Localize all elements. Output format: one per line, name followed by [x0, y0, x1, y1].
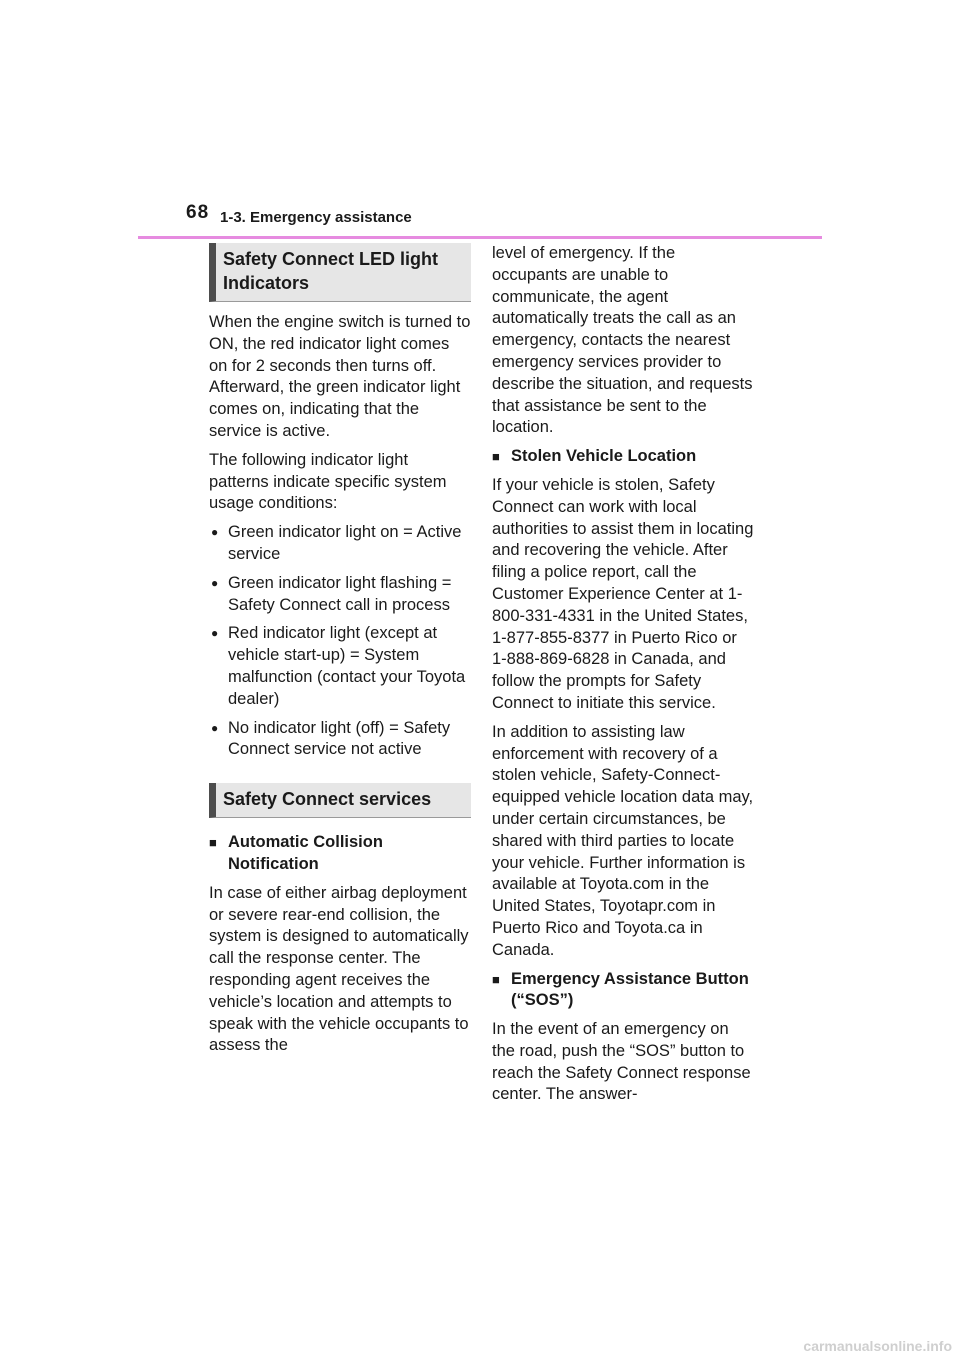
list-item: ● Green indicator light on = Active service: [209, 522, 471, 566]
right-column: [492, 243, 754, 1113]
paragraph: If your vehicle is stolen, Safety Connect can work with local authorities to assist them in locating and recovering the vehicle. After filing a police report, call the Customer Experience Center at 1-800-331-4331 in the United States, 1-877-855-8377 in Puerto Rico or 1-888-869-6828 in Canada, and follow the prompts for Safety Connect to initiate this service.: [492, 475, 754, 712]
paragraph: In case of either airbag deployment or severe rear-end collision, the system is designed to automatically call the response center. The responding agent receives the vehicle’s location and attempts to speak with the vehicle occupants to assess the: [209, 883, 469, 1055]
subheading-collision-notification: ■ Automatic Collision Notification: [209, 832, 471, 876]
page-header: [138, 198, 822, 239]
list-item: ● Green indicator light flashing = Safety Connect call in process: [209, 573, 471, 617]
list-item: ● No indicator light (off) = Safety Connect service not active: [209, 718, 471, 762]
paragraph: level of emergency. If the occupants are unable to communicate, the agent automatically treats the call as an emergency, contacts the nearest emergency services provider to describe the situation, and requests that assistance be sent to the location.: [492, 244, 753, 437]
heading-services: Safety Connect services: [209, 783, 471, 818]
paragraph: The following indicator light patterns indicate specific system usage conditions:: [209, 450, 447, 513]
subheading-stolen-vehicle: ■ Stolen Vehicle Location: [492, 446, 754, 468]
section-title: 1-3. Emergency assistance: [220, 209, 412, 226]
paragraph: In the event of an emergency on the road, push the “SOS” button to reach the Safety Connect response center. The answer-: [492, 1020, 751, 1104]
watermark: carmanualsonline.info: [803, 1338, 952, 1354]
list-item: ● Red indicator light (except at vehicle start-up) = System malfunction (contact your Toyota dealer): [209, 623, 471, 710]
page-number: 68: [186, 202, 210, 223]
paragraph: In addition to assisting law enforcement with recovery of a stolen vehicle, Safety-Connect-equipped vehicle location data may, under certain circumstances, be shared with third parties to locate your vehicle. Further information is available at Toyota.com in the United States, Toyotapr.com in Puerto Rico and Toyota.ca in Canada.: [492, 722, 754, 959]
heading-led-indicators: Safety Connect LED light Indicators: [209, 243, 471, 302]
left-column: [209, 243, 471, 1064]
paragraph: When the engine switch is turned to ON, the red indicator light comes on for 2 seconds then turns off. Afterward, the green indicator light comes on, indicating that the service is active.: [209, 313, 471, 440]
subheading-sos-button: ■ Emergency Assistance Button (“SOS”): [492, 969, 754, 1013]
